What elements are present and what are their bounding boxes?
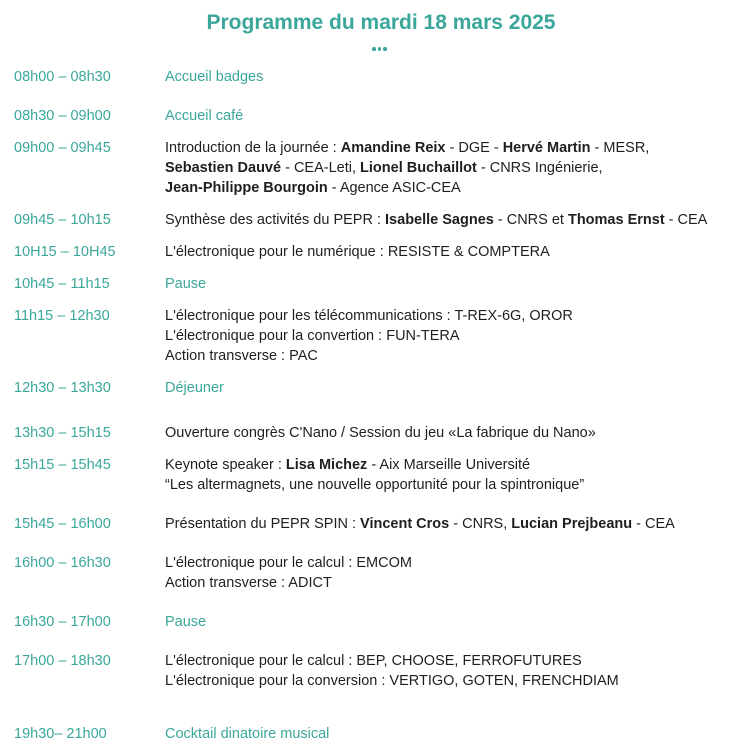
- description-line: [165, 553, 750, 573]
- speaker-name: Vincent Cros: [360, 516, 450, 532]
- description-text: L'électronique pour les télécommunications : T-REX-6G, OROR: [165, 308, 573, 324]
- description-text: - CNRS Ingénierie,: [476, 160, 603, 176]
- description-line: [165, 178, 750, 198]
- description-text: L'électronique pour le calcul : EMCOM: [165, 555, 412, 571]
- description-text: Introduction de la journée :: [165, 140, 341, 156]
- description-text: - Aix Marseille Université: [367, 457, 531, 473]
- session-description: [165, 306, 750, 366]
- description-text: L'électronique pour la conversion : VERTIGO, GOTEN, FRENCHDIAM: [165, 673, 619, 689]
- description-text: Déjeuner: [165, 380, 224, 396]
- description-text: Pause: [165, 276, 207, 292]
- time-slot: 16h00 – 16h30: [14, 555, 111, 571]
- description-text: Action transverse : PAC: [165, 348, 318, 364]
- time-slot: 15h15 – 15h45: [14, 457, 111, 473]
- description-line: [165, 724, 750, 744]
- description-line: [165, 423, 750, 443]
- description-text: Présentation du PEPR SPIN :: [165, 516, 361, 532]
- description-text: - MESR,: [590, 140, 650, 156]
- session-description: [165, 514, 750, 534]
- description-line: [165, 242, 750, 262]
- session-description: [165, 138, 750, 198]
- description-line: [165, 612, 750, 632]
- time-slot: 08h00 – 08h30: [14, 69, 111, 85]
- speaker-name: Jean-Philippe Bourgoin: [165, 180, 328, 196]
- time-slot: 15h45 – 16h00: [14, 516, 111, 532]
- description-text: Accueil badges: [165, 69, 264, 85]
- speaker-name: Lionel Buchaillot: [360, 160, 477, 176]
- session-description: [165, 378, 750, 398]
- description-line: [165, 514, 750, 534]
- description-line: [165, 671, 750, 691]
- time-slot: 13h30 – 15h15: [14, 425, 111, 441]
- speaker-name: Hervé Martin: [502, 140, 591, 156]
- description-line: [165, 475, 750, 495]
- description-text: - CEA: [632, 516, 675, 532]
- description-text: Accueil café: [165, 108, 244, 124]
- description-line: [165, 651, 750, 671]
- description-line: [165, 573, 750, 593]
- speaker-name: Amandine Reix: [340, 140, 446, 156]
- speaker-name: Sebastien Dauvé: [165, 160, 282, 176]
- description-line: [165, 67, 750, 87]
- speaker-name: Lucian Prejbeanu: [511, 516, 633, 532]
- description-line: [165, 326, 750, 346]
- description-line: [165, 306, 750, 326]
- time-slot: 16h30 – 17h00: [14, 614, 111, 630]
- session-description: [165, 423, 750, 443]
- session-description: [165, 106, 750, 126]
- session-description: [165, 274, 750, 294]
- description-text: - DGE -: [445, 140, 503, 156]
- time-slot: 17h00 – 18h30: [14, 653, 111, 669]
- description-text: Action transverse : ADICT: [165, 575, 332, 591]
- time-slot: 08h30 – 09h00: [14, 108, 111, 124]
- description-line: [165, 455, 750, 475]
- session-description: [165, 724, 750, 744]
- description-line: [165, 106, 750, 126]
- session-description: [165, 612, 750, 632]
- speaker-name: Isabelle Sagnes: [385, 212, 494, 228]
- ellipsis-dots-icon: [372, 47, 387, 51]
- session-description: [165, 210, 750, 230]
- page-title: Programme du mardi 18 mars 2025: [206, 11, 556, 34]
- description-text: - Agence ASIC-CEA: [327, 180, 461, 196]
- description-text: - CEA: [664, 212, 708, 228]
- description-line: [165, 378, 750, 398]
- time-slot: 12h30 – 13h30: [14, 380, 111, 396]
- description-text: “Les altermagnets, une nouvelle opportunité pour la spintronique”: [165, 477, 585, 493]
- description-text: Synthèse des activités du PEPR :: [165, 212, 386, 228]
- description-text: Pause: [165, 614, 207, 630]
- description-text: L'électronique pour le calcul : BEP, CHOOSE, FERROFUTURES: [165, 653, 582, 669]
- description-line: [165, 346, 750, 366]
- description-text: L'électronique pour le numérique : RESISTE & COMPTERA: [165, 244, 550, 260]
- description-text: Cocktail dinatoire musical: [165, 726, 330, 742]
- description-text: - CNRS et: [493, 212, 568, 228]
- time-slot: 10h45 – 11h15: [14, 276, 110, 292]
- time-slot: 19h30– 21h00: [14, 726, 107, 742]
- time-slot: 09h45 – 10h15: [14, 212, 111, 228]
- session-description: [165, 651, 750, 691]
- session-description: [165, 67, 750, 87]
- session-description: [165, 553, 750, 593]
- speaker-name: Thomas Ernst: [567, 212, 665, 228]
- description-line: [165, 274, 750, 294]
- session-description: [165, 242, 750, 262]
- session-description: [165, 455, 750, 495]
- description-text: - CEA-Leti,: [281, 160, 361, 176]
- time-slot: 09h00 – 09h45: [14, 140, 111, 156]
- description-line: [165, 138, 750, 158]
- description-text: L'électronique pour la convertion : FUN-TERA: [165, 328, 460, 344]
- description-line: [165, 210, 750, 230]
- description-text: - CNRS,: [449, 516, 512, 532]
- description-text: Ouverture congrès C'Nano / Session du jeu «La fabrique du Nano»: [165, 425, 596, 441]
- description-text: Keynote speaker :: [165, 457, 286, 473]
- time-slot: 11h15 – 12h30: [14, 308, 110, 324]
- speaker-name: Lisa Michez: [285, 457, 368, 473]
- time-slot: 10H15 – 10H45: [14, 244, 116, 260]
- description-line: [165, 158, 750, 178]
